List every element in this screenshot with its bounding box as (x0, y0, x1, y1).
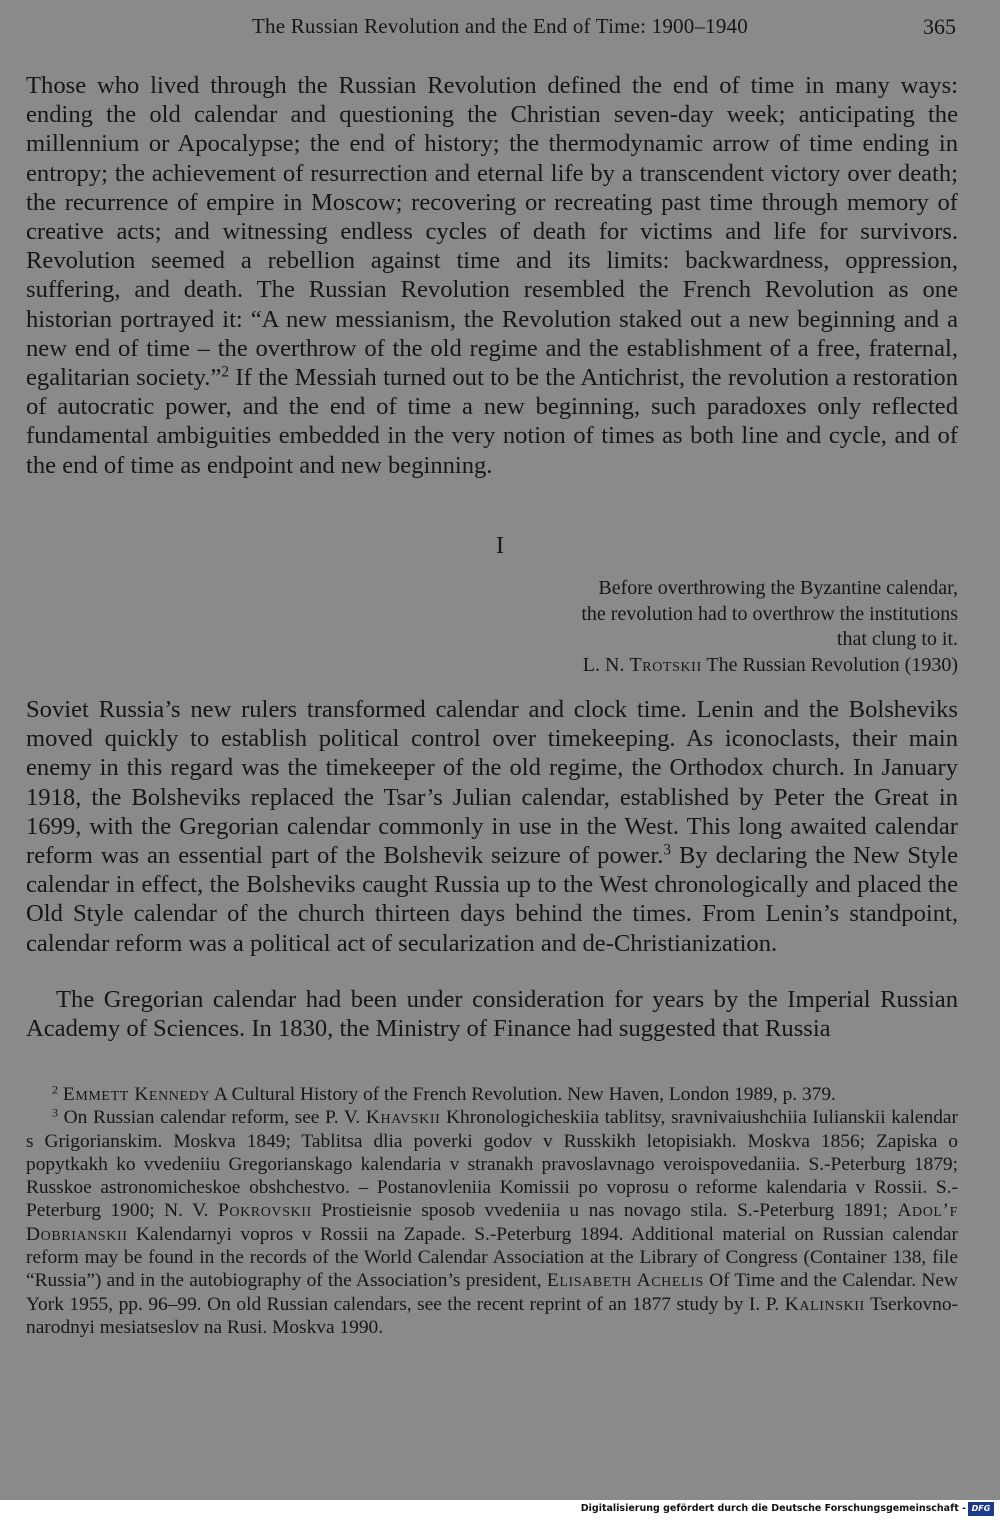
paragraph-1-text: Those who lived through the Russian Revolution defined the end of time in many ways: ending the old calendar and questioning the Christian seven-day week; anticipating the millennium or Apocalypse; the end of history; the thermodynamic arrow of time ending in entropy; the achievement of resurrection and eternal life by a transcendent victory over death; the recurrence of empire in Moscow; recovering or recreating past time through memory of creative acts; and witnessing endless cycles of death for victims and life for survivors. Revolution seemed a rebellion against time and its limits: backwardness, oppression, suffering, and death. The Russian Revolution resembled the French Revolution as one historian portrayed it: “A new messianism, the Revolution staked out a new beginning and a new end of time – the overthrow of the old regime and the establishment of a free, fraternal, egalitarian society.” (26, 72, 958, 392)
running-head (0, 14, 1000, 44)
footnote-3-author-b: Pokrovskii (217, 1200, 312, 1222)
footnote-3-text-f: Tserkovno-narodnyi mesiatseslov na Rusi. Moskva 1990. (26, 1293, 959, 1338)
footnote-2-author: Emmett Kennedy (62, 1084, 211, 1105)
footnote-3-text-b: Khronologicheskiia tablitsy, sravnivaiushchiia Iulianskii kalendar s Grigorianskim. Moskva 1849; Tablitsa dlia poverki godov v Russkikh letopisiakh. Moskva 1856; Zapiska o popytkakh ko vvedeniiu Gregorianskago kalendaria v stranakh pravoslavnago veroispovedaniia. S.-Peterburg 1879; Russkoe astronomicheskoe obshchestvo. – Postanovleniia Komissii po voprosu o reforme kalendaria v Rossii. S.-Peterburg 1900; N. V. (26, 1107, 958, 1222)
epigraph-author-initials: L. N. (582, 653, 630, 676)
paragraph-3: The Gregorian calendar had been under consideration for years by the Imperial Russian Academy of Sciences. In 1830, the Ministry of Finance had suggested that Russia (26, 986, 958, 1043)
footnote-3-author-d: Elisabeth Achelis (546, 1270, 704, 1292)
footnote-3-author-e: Kalinskii (784, 1293, 865, 1315)
running-title: The Russian Revolution and the End of Time: 1900–1940 (252, 14, 748, 38)
footnote-2 (26, 1083, 958, 1106)
epigraph-line-1: Before overthrowing the Byzantine calendar, (598, 577, 958, 599)
footnote-3-text-e: Of Time and the Calendar. New York 1955, pp. 96–99. On old Russian calendars, see the recent reprint of an 1877 study by I. P. (26, 1270, 958, 1315)
dfg-logo: DFG (968, 1502, 994, 1516)
footnote-3-number: 3 (52, 1105, 59, 1120)
paragraph-1-text-after: If the Messiah turned out to be the Antichrist, the revolution a restoration of autocratic power, and the end of time a new beginning, such paradoxes only reflected fundamental ambiguities embedded in the very notion of times as both line and cycle, and of the end of time as endpoint and new beginning. (26, 364, 958, 479)
paragraph-2 (26, 695, 958, 958)
epigraph-line-2: the revolution had to overthrow the institutions (581, 602, 958, 625)
epigraph-author-surname: Trotskii (629, 653, 702, 676)
footnote-2-text: A Cultural History of the French Revolution. New Haven, London 1989, p. 379. (210, 1084, 836, 1105)
page-number: 365 (923, 14, 956, 39)
footnote-ref-2: 2 (221, 363, 229, 381)
paragraph-2-text: Soviet Russia’s new rulers transformed calendar and clock time. Lenin and the Bolsheviks moved quickly to establish political control over timekeeping. As iconoclasts, their main enemy in this regard was the timekeeper of the old regime, the Orthodox church. In January 1918, the Bolsheviks replaced the Tsar’s Julian calendar, established by Peter the Great in 1699, with the Gregorian calendar commonly in use in the West. This long awaited calendar reform was an essential part of the Bolshevik seizure of power. (26, 696, 958, 870)
footnote-2-number: 2 (52, 1082, 59, 1097)
paragraph-2-text-after: By declaring the New Style calendar in effect, the Bolsheviks caught Russia up to the West chronologically and placed the Old Style calendar of the church thirteen days behind the times. From Lenin’s standpoint, calendar reform was a political act of secularization and de-Christianization. (26, 842, 958, 957)
footnote-3 (26, 1106, 958, 1339)
footnote-3-text-a: On Russian calendar reform, see P. V. (58, 1107, 366, 1129)
footnote-3-text-d: Kalendarnyi vopros v Rossii na Zapade. S.-Peterburg 1894. Additional material on Russian calendar reform may be found in the records of the World Calendar Association at the Library of Congress (Container 138, file “Russia”) and in the autobiography of the Association’s president, (26, 1223, 958, 1292)
footnotes (26, 1083, 958, 1339)
epigraph-source: The Russian Revolution (1930) (701, 653, 958, 676)
epigraph-line-3: that clung to it. (836, 628, 958, 650)
section-number: I (496, 533, 504, 559)
epigraph-attribution (498, 653, 958, 679)
footnote-ref-3: 3 (663, 841, 672, 859)
footnote-3-author-c: Adol’f Dobrianskii (26, 1200, 958, 1245)
digitization-credit-text: Digitalisierung gefördert durch die Deutsche Forschungsgemeinschaft - (580, 1503, 966, 1514)
footnote-3-text-c: Prostieisnie sposob vvedeniia u nas novago stila. S.-Peterburg 1891; (311, 1200, 898, 1222)
paragraph-1 (26, 71, 958, 480)
epigraph (498, 576, 958, 678)
digitization-credit-bar (0, 1500, 1000, 1520)
footnote-3-author-a: Khavskii (365, 1107, 441, 1129)
